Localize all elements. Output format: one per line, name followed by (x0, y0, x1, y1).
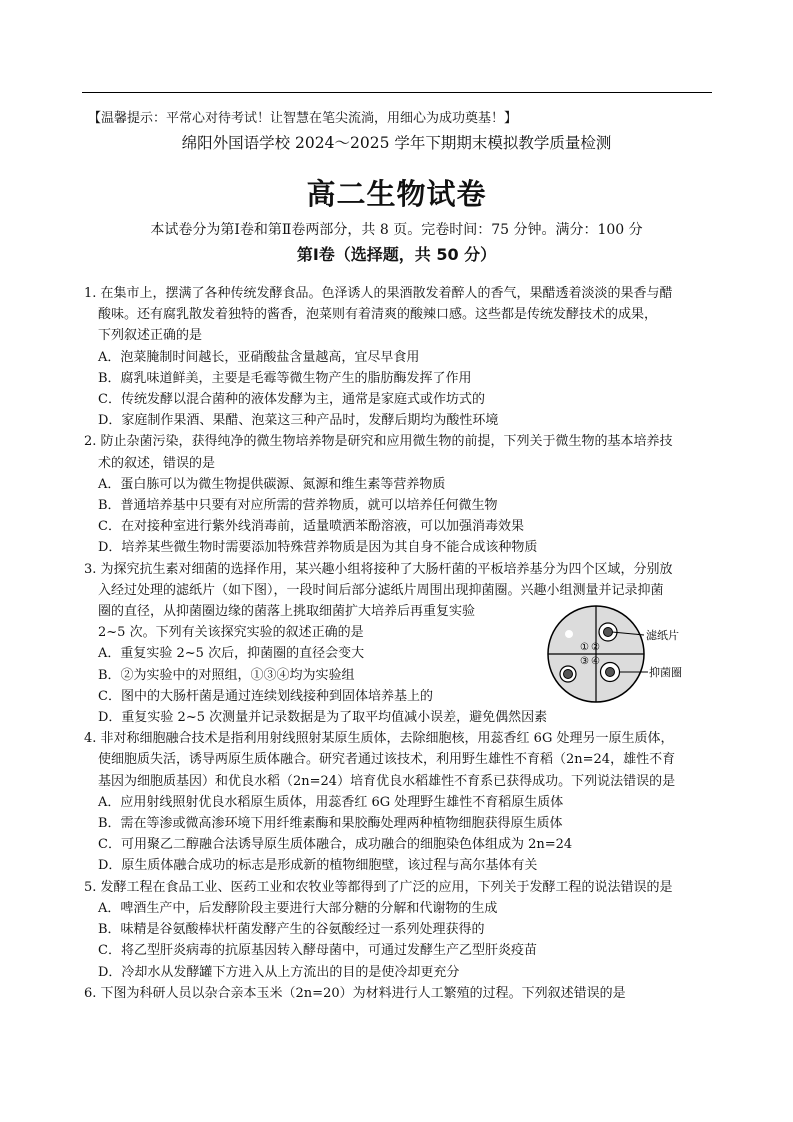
stem-line: 2~5 次。下列有关该探究实验的叙述正确的是 (98, 625, 364, 641)
inhibition-zone-label: 抑菌圈 (649, 666, 682, 679)
stem-line: 6. 下图为科研人员以杂合亲本玉米（2n=20）为材料进行人工繁殖的过程。下列叙述错误的是 (84, 985, 626, 1001)
zone-label-2: ② (591, 642, 600, 653)
option-b: B．腐乳味道鲜美，主要是毛霉等微生物产生的脂肪酶发挥了作用 (98, 370, 472, 386)
question-1 (84, 283, 714, 431)
option-c: C．可用聚乙二醇融合法诱导原生质体融合，成功融合的细胞染色体组成为 2n=24 (98, 837, 573, 853)
option-a: A．蛋白胨可以为微生物提供碳源、氮源和维生素等营养物质 (98, 476, 446, 492)
question-stem (84, 431, 714, 473)
stem-line: 3. 为探究抗生素对细菌的选择作用，某兴趣小组将接种了大肠杆菌的平板培养基分为四个区域，分别放 (84, 561, 673, 577)
stem-line: 4. 非对称细胞融合技术是指利用射线照射某原生质体，去除细胞核，用蕊香红 6G 处理另一原生质体， (84, 731, 674, 747)
option-c: C．传统发酵以混合菌种的液体发酵为主，通常是家庭式或作坊式的 (98, 392, 485, 408)
filter-paper-disc-4 (606, 668, 615, 677)
stem-line: 下列叙述正确的是 (98, 328, 203, 344)
zone-label-4: ④ (591, 656, 600, 667)
option-c: C．图中的大肠杆菌是通过连续划线接种到固体培养基上的 (98, 688, 433, 704)
section-heading: 第Ⅰ卷（选择题，共 50 分） (296, 245, 497, 264)
option-c: C．将乙型肝炎病毒的抗原基因转入酵母菌中，可通过发酵生产乙型肝炎疫苗 (98, 943, 537, 959)
question-stem (84, 877, 714, 898)
option-d: D．原生质体融合成功的标志是形成新的植物细胞壁，该过程与高尔基体有关 (98, 858, 538, 874)
exam-tip: 【温馨提示：平常心对待考试！让智慧在笔尖流淌，用细心为成功奠基！】 (88, 111, 518, 126)
question-6 (84, 983, 714, 1004)
option-b: B．②为实验中的对照组，①③④均为实验组 (98, 667, 355, 683)
exam-info: 本试卷分为第Ⅰ卷和第Ⅱ卷两部分，共 8 页。完卷时间：75 分钟。满分：100 分 (150, 222, 643, 238)
stem-line: 圈的直径，从抑菌圈边缘的菌落上挑取细菌扩大培养后再重复实验 (98, 604, 476, 620)
question-4 (84, 728, 714, 876)
question-stem (84, 983, 714, 1004)
option-a: A．应用射线照射优良水稻原生质体，用蕊香红 6G 处理野生雄性不育稻原生质体 (98, 794, 564, 810)
question-stem (84, 283, 714, 347)
petri-dish-figure (538, 604, 708, 704)
page-title: 高二生物试卷 (306, 177, 487, 211)
question-stem (84, 728, 714, 792)
zone-label-3: ③ (580, 656, 589, 667)
option-d: D．冷却水从发酵罐下方进入从上方流出的目的是使冷却更充分 (98, 964, 460, 980)
question-5 (84, 877, 714, 983)
option-b: B．味精是谷氨酸棒状杆菌发酵产生的谷氨酸经过一系列处理获得的 (98, 922, 485, 938)
stem-line: 使细胞质失活，诱导两原生质体融合。研究者通过该技术，利用野生雄性不育稻（2n=24，雄性不育 (98, 752, 676, 768)
option-d: D．重复实验 2~5 次测量并记录数据是为了取平均值减小误差，避免偶然因素 (98, 710, 548, 726)
stem-line: 术的叙述，错误的是 (98, 455, 216, 471)
school-exam-line: 绵阳外国语学校 2024～2025 学年下期期末模拟教学质量检测 (181, 134, 612, 152)
stem-line: 2. 防止杂菌污染，获得纯净的微生物培养物是研究和应用微生物的前提，下列关于微生物的基本培养技 (84, 434, 673, 450)
option-b: B．需在等渗或微高渗环境下用纤维素酶和果胶酶处理两种植物细胞获得原生质体 (98, 816, 563, 832)
option-d: D．家庭制作果酒、果醋、泡菜这三种产品时，发酵后期均为酸性环境 (98, 413, 499, 429)
option-a: A．啤酒生产中，后发酵阶段主要进行大部分糖的分解和代谢物的生成 (98, 900, 498, 916)
header-rule (82, 92, 712, 93)
option-a: A．重复实验 2~5 次后，抑菌圈的直径会变大 (98, 646, 365, 662)
stem-line: 酸味。还有腐乳散发着独特的酱香，泡菜则有着清爽的酸辣口感。这些都是传统发酵技术的成果， (98, 307, 658, 323)
stem-line: 基因为细胞质基因）和优良水稻（2n=24）培育优良水稻雄性不育系已获得成功。下列说法错误的是 (98, 773, 676, 789)
question-2 (84, 431, 714, 558)
zone-label-1: ① (580, 642, 589, 653)
filter-paper-disc-2 (604, 628, 613, 637)
filter-paper-label: 滤纸片 (646, 629, 679, 642)
option-d: D．培养某些微生物时需要添加特殊营养物质是因为其自身不能合成该种物质 (98, 540, 538, 556)
filter-paper-disc-1 (566, 631, 573, 638)
option-b: B．普通培养基中只要有对应所需的营养物质，就可以培养任何微生物 (98, 498, 498, 514)
stem-line: 5. 发酵工程在食品工业、医药工业和农牧业等都得到了广泛的应用，下列关于发酵工程的说法错误的是 (84, 879, 673, 895)
stem-line: 1. 在集市上，摆满了各种传统发酵食品。色泽诱人的果酒散发着醉人的香气，果醋透着淡淡的果香与醋 (84, 286, 673, 301)
option-a: A．泡菜腌制时间越长，亚硝酸盐含量越高，宜尽早食用 (98, 349, 420, 365)
stem-line: 入经过处理的滤纸片（如下图），一段时间后部分滤纸片周围出现抑菌圈。兴趣小组测量并记录抑菌 (98, 582, 664, 598)
filter-paper-disc-3 (564, 670, 573, 679)
option-c: C．在对接种室进行紫外线消毒前，适量喷洒苯酚溶液，可以加强消毒效果 (98, 519, 524, 535)
